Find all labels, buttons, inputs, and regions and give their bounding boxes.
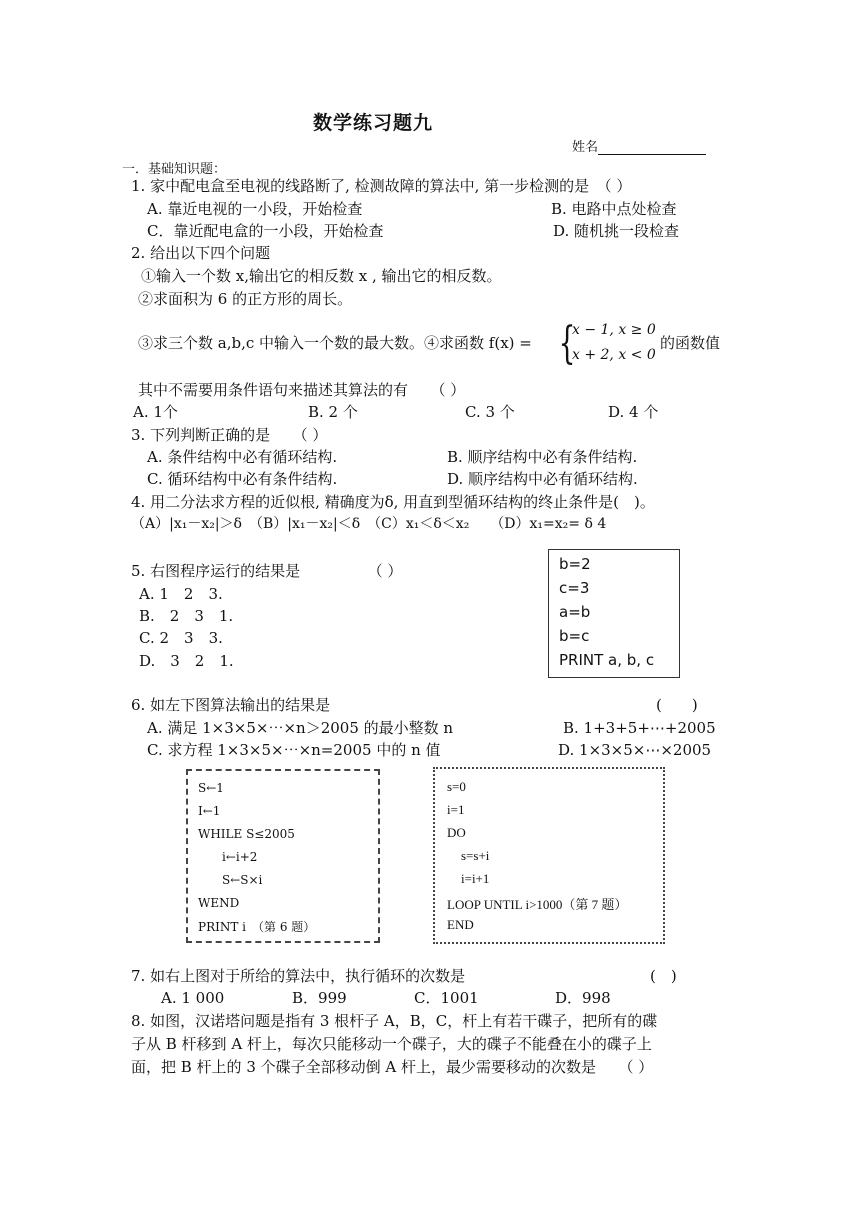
- q2-option-b: B. 2 个: [308, 403, 358, 421]
- q2-item-2: ②求面积为 6 的正方形的周长。: [138, 290, 353, 308]
- q5-stem: 5. 右图程序运行的结果是 （ ）: [131, 562, 403, 580]
- q6-option-b: B. 1+3+5+⋯+2005: [563, 719, 716, 737]
- q7-algorithm-box: [433, 767, 665, 944]
- code-line: i←i+2: [222, 850, 258, 864]
- q6-option-a: A. 满足 1×3×5×⋯×n＞2005 的最小整数 n: [147, 719, 454, 737]
- code-line: WHILE S≤2005: [198, 827, 295, 841]
- q2-question: 其中不需要用条件语句来描述其算法的有 （ ）: [138, 381, 466, 399]
- piecewise-brace: {: [558, 318, 576, 369]
- code-line: b=2: [559, 555, 591, 573]
- q2-option-c: C. 3 个: [465, 403, 515, 421]
- q5-option-d: D. 3 2 1.: [139, 652, 234, 670]
- q1-option-b: B. 电路中点处检查: [551, 200, 677, 218]
- q3-option-d: D. 顺序结构中必有循环结构.: [447, 470, 638, 488]
- q1-option-d: D. 随机挑一段检查: [553, 222, 680, 240]
- q5-option-c: C. 2 3 3.: [139, 629, 223, 647]
- q7-stem: 7. 如右上图对于所给的算法中，执行循环的次数是: [131, 967, 466, 985]
- q2-stem: 2. 给出以下四个问题: [131, 244, 271, 262]
- q3-option-c: C. 循环结构中必有条件结构.: [147, 470, 338, 488]
- name-field: [572, 136, 706, 155]
- code-line: i=1: [447, 802, 465, 817]
- q1-stem: 1. 家中配电盒至电视的线路断了, 检测故障的算法中, 第一步检测的是 （ ）: [131, 177, 632, 195]
- name-blank: [598, 141, 706, 155]
- code-line: WEND: [198, 896, 240, 910]
- code-line: LOOP UNTIL i>1000（第 7 题）: [447, 897, 628, 912]
- code-line: DO: [447, 825, 466, 840]
- q7-option-c: C．1001: [414, 989, 479, 1007]
- q7-answer-paren: ( ): [650, 967, 677, 985]
- code-line: S←S×i: [222, 873, 263, 887]
- piecewise-case-1: x − 1, x ≥ 0: [572, 322, 656, 338]
- q3-option-b: B. 顺序结构中必有条件结构.: [447, 448, 638, 466]
- code-line: S←1: [198, 781, 224, 795]
- q5-option-a: A. 1 2 3.: [139, 585, 223, 603]
- q6-stem: 6. 如左下图算法输出的结果是: [131, 696, 331, 714]
- section-heading: 一．基础知识题：: [122, 162, 227, 177]
- q8-line-1: 8. 如图，汉诺塔问题是指有 3 根杆子 A，B，C，杆上有若干碟子，把所有的碟: [131, 1012, 658, 1030]
- q4-stem: 4. 用二分法求方程的近似根, 精确度为δ, 用直到型循环结构的终止条件是( )。: [131, 493, 655, 511]
- q7-option-a: A. 1 000: [161, 989, 225, 1007]
- q5-option-b: B. 2 3 1.: [139, 607, 234, 625]
- q7-option-d: D．998: [555, 989, 611, 1007]
- q7-option-b: B．999: [292, 989, 347, 1007]
- q8-line-2: 子从 B 杆移到 A 杆上，每次只能移动一个碟子，大的碟子不能叠在小的碟子上: [131, 1035, 652, 1053]
- code-line: I←1: [198, 804, 221, 818]
- code-line: b=c: [559, 627, 590, 645]
- piecewise-case-2: x + 2, x < 0: [572, 347, 656, 363]
- q1-option-a: A. 靠近电视的一小段，开始检查: [147, 200, 363, 218]
- q6-algorithm-box: [186, 769, 380, 943]
- q8-line-3: 面，把 B 杆上的 3 个碟子全部移动倒 A 杆上，最少需要移动的次数是 （ ）: [131, 1058, 654, 1076]
- code-line: s=s+i: [461, 848, 490, 863]
- q5-program-box: [548, 549, 680, 678]
- name-label: 姓名: [572, 140, 599, 155]
- code-line: i=i+1: [461, 871, 490, 886]
- code-line: c=3: [559, 579, 590, 597]
- q3-option-a: A. 条件结构中必有循环结构.: [147, 448, 338, 466]
- code-line: a=b: [559, 603, 591, 621]
- q4-options: （A）|x₁－x₂|＞δ （B）|x₁－x₂|＜δ （C）x₁＜δ＜x₂ （D）x₁=x₂= δ 4: [131, 516, 607, 532]
- q6-answer-paren: ( ): [656, 696, 698, 714]
- q6-option-c: C. 求方程 1×3×5×⋯×n=2005 中的 n 值: [147, 741, 441, 759]
- q3-stem: 3. 下列判断正确的是 （ ）: [131, 426, 328, 444]
- q2-option-d: D. 4 个: [608, 403, 659, 421]
- q1-option-c: C．靠近配电盒的一小段，开始检查: [147, 222, 384, 240]
- code-line: PRINT a, b, c: [559, 651, 655, 669]
- q2-item-3: ③求三个数 a,b,c 中输入一个数的最大数。④求函数 f(x) =: [138, 334, 532, 352]
- code-line: PRINT i （第 6 题）: [198, 920, 316, 934]
- q2-item-1: ①输入一个数 x,输出它的相反数 x , 输出它的相反数。: [141, 267, 502, 285]
- q2-function-tail: 的函数值: [660, 334, 721, 352]
- q2-option-a: A. 1个: [133, 403, 178, 421]
- page-title: 数学练习题九: [313, 112, 434, 134]
- code-line: END: [447, 917, 474, 932]
- code-line: s=0: [447, 779, 466, 794]
- q6-option-d: D. 1×3×5×⋯×2005: [558, 741, 712, 759]
